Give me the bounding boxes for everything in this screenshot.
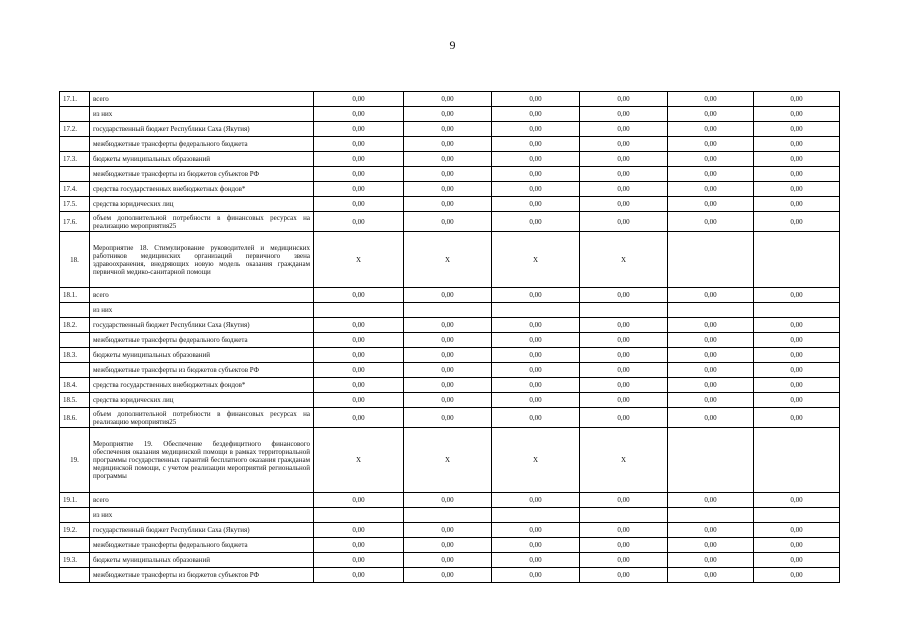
- value-cell: 0,00: [314, 318, 404, 333]
- row-number: 18.2.: [60, 318, 90, 333]
- value-cell: 0,00: [580, 92, 668, 107]
- row-number: [60, 508, 90, 523]
- value-cell: 0,00: [492, 182, 580, 197]
- row-number: 17.4.: [60, 182, 90, 197]
- value-cell: 0,00: [754, 553, 840, 568]
- value-cell: 0,00: [580, 363, 668, 378]
- row-label: из них: [90, 508, 314, 523]
- value-cell: 0,00: [668, 318, 754, 333]
- table-row: [60, 318, 840, 333]
- value-cell: 0,00: [314, 182, 404, 197]
- value-cell: 0,00: [754, 182, 840, 197]
- value-cell: 0,00: [404, 348, 492, 363]
- value-cell: 0,00: [404, 182, 492, 197]
- value-cell: Х: [492, 232, 580, 288]
- value-cell: 0,00: [754, 393, 840, 408]
- value-cell: Х: [404, 428, 492, 493]
- table-row: [60, 393, 840, 408]
- value-cell: 0,00: [580, 523, 668, 538]
- value-cell: 0,00: [668, 288, 754, 303]
- value-cell: Х: [580, 428, 668, 493]
- table-body: [60, 92, 840, 583]
- value-cell: [580, 303, 668, 318]
- value-cell: 0,00: [668, 393, 754, 408]
- row-label: межбюджетные трансферты федерального бюджета: [90, 538, 314, 553]
- row-label: Мероприятие 18. Стимулирование руководителей и медицинских работников медицинских организаций первичного звена здравоохранения, внедряющих новую модель оказания гражданам первичной медико-санитарной помощи: [90, 232, 314, 288]
- row-label: объем дополнительной потребности в финансовых ресурсах на реализацию мероприятия25: [90, 212, 314, 232]
- value-cell: 0,00: [492, 333, 580, 348]
- value-cell: 0,00: [668, 137, 754, 152]
- table-row: [60, 363, 840, 378]
- value-cell: 0,00: [580, 393, 668, 408]
- value-cell: 0,00: [492, 137, 580, 152]
- value-cell: 0,00: [580, 378, 668, 393]
- value-cell: 0,00: [668, 212, 754, 232]
- value-cell: 0,00: [668, 333, 754, 348]
- row-label: из них: [90, 107, 314, 122]
- row-label: средства юридических лиц: [90, 393, 314, 408]
- row-number: [60, 303, 90, 318]
- value-cell: 0,00: [580, 197, 668, 212]
- value-cell: 0,00: [668, 553, 754, 568]
- value-cell: 0,00: [580, 568, 668, 583]
- value-cell: Х: [314, 232, 404, 288]
- value-cell: 0,00: [492, 212, 580, 232]
- value-cell: 0,00: [492, 393, 580, 408]
- table-row: [60, 348, 840, 363]
- row-label: всего: [90, 92, 314, 107]
- value-cell: 0,00: [314, 122, 404, 137]
- value-cell: 0,00: [492, 348, 580, 363]
- table-row: [60, 167, 840, 182]
- value-cell: 0,00: [492, 122, 580, 137]
- value-cell: 0,00: [404, 378, 492, 393]
- page-number: 9: [449, 38, 456, 52]
- value-cell: 0,00: [404, 393, 492, 408]
- value-cell: 0,00: [314, 137, 404, 152]
- value-cell: 0,00: [404, 92, 492, 107]
- value-cell: 0,00: [668, 197, 754, 212]
- value-cell: 0,00: [580, 288, 668, 303]
- row-number: 19.3.: [60, 553, 90, 568]
- row-label: бюджеты муниципальных образований: [90, 553, 314, 568]
- table-row: [60, 92, 840, 107]
- table-row: [60, 378, 840, 393]
- value-cell: 0,00: [492, 408, 580, 428]
- value-cell: [754, 232, 840, 288]
- value-cell: Х: [404, 232, 492, 288]
- table-row: [60, 137, 840, 152]
- value-cell: 0,00: [580, 408, 668, 428]
- row-label: бюджеты муниципальных образований: [90, 348, 314, 363]
- row-label: государственный бюджет Республики Саха (Якутия): [90, 318, 314, 333]
- row-label: межбюджетные трансферты из бюджетов субъектов РФ: [90, 568, 314, 583]
- value-cell: 0,00: [754, 538, 840, 553]
- value-cell: 0,00: [668, 122, 754, 137]
- value-cell: 0,00: [754, 523, 840, 538]
- row-number: 17.5.: [60, 197, 90, 212]
- value-cell: [754, 508, 840, 523]
- table-row: [60, 197, 840, 212]
- value-cell: 0,00: [314, 167, 404, 182]
- value-cell: 0,00: [404, 538, 492, 553]
- value-cell: 0,00: [404, 197, 492, 212]
- value-cell: 0,00: [314, 152, 404, 167]
- value-cell: 0,00: [492, 363, 580, 378]
- value-cell: 0,00: [404, 553, 492, 568]
- value-cell: 0,00: [754, 137, 840, 152]
- value-cell: 0,00: [580, 212, 668, 232]
- value-cell: 0,00: [668, 107, 754, 122]
- value-cell: 0,00: [314, 348, 404, 363]
- row-number: [60, 538, 90, 553]
- value-cell: 0,00: [492, 197, 580, 212]
- value-cell: 0,00: [492, 152, 580, 167]
- value-cell: 0,00: [492, 378, 580, 393]
- value-cell: 0,00: [404, 212, 492, 232]
- row-number: 19.1.: [60, 493, 90, 508]
- value-cell: 0,00: [314, 378, 404, 393]
- value-cell: 0,00: [492, 553, 580, 568]
- value-cell: 0,00: [754, 363, 840, 378]
- row-label: средства государственных внебюджетных фондов*: [90, 378, 314, 393]
- row-number: 18.1.: [60, 288, 90, 303]
- row-number: [60, 363, 90, 378]
- table-row: [60, 523, 840, 538]
- value-cell: 0,00: [754, 92, 840, 107]
- value-cell: 0,00: [754, 568, 840, 583]
- value-cell: 0,00: [754, 212, 840, 232]
- row-label: всего: [90, 288, 314, 303]
- value-cell: 0,00: [492, 107, 580, 122]
- value-cell: 0,00: [314, 197, 404, 212]
- value-cell: 0,00: [314, 92, 404, 107]
- value-cell: 0,00: [754, 107, 840, 122]
- table-row: [60, 182, 840, 197]
- row-label: средства государственных внебюджетных фондов*: [90, 182, 314, 197]
- value-cell: [404, 303, 492, 318]
- row-number: [60, 333, 90, 348]
- value-cell: 0,00: [668, 182, 754, 197]
- value-cell: 0,00: [314, 523, 404, 538]
- table-row: [60, 107, 840, 122]
- row-label: объем дополнительной потребности в финансовых ресурсах на реализацию мероприятия25: [90, 408, 314, 428]
- row-number: [60, 107, 90, 122]
- value-cell: 0,00: [754, 378, 840, 393]
- value-cell: 0,00: [580, 122, 668, 137]
- value-cell: 0,00: [314, 408, 404, 428]
- row-label: межбюджетные трансферты из бюджетов субъектов РФ: [90, 167, 314, 182]
- value-cell: 0,00: [404, 152, 492, 167]
- value-cell: 0,00: [754, 493, 840, 508]
- value-cell: 0,00: [580, 348, 668, 363]
- value-cell: 0,00: [314, 553, 404, 568]
- value-cell: 0,00: [580, 107, 668, 122]
- value-cell: 0,00: [314, 333, 404, 348]
- row-number: 18.4.: [60, 378, 90, 393]
- value-cell: 0,00: [668, 363, 754, 378]
- value-cell: 0,00: [580, 318, 668, 333]
- value-cell: 0,00: [754, 197, 840, 212]
- row-number: [60, 568, 90, 583]
- value-cell: 0,00: [668, 92, 754, 107]
- value-cell: 0,00: [404, 122, 492, 137]
- value-cell: 0,00: [668, 493, 754, 508]
- value-cell: Х: [492, 428, 580, 493]
- budget-table: [59, 91, 840, 583]
- value-cell: 0,00: [492, 523, 580, 538]
- value-cell: [314, 303, 404, 318]
- row-number: 18.5.: [60, 393, 90, 408]
- value-cell: 0,00: [754, 122, 840, 137]
- table-row: [60, 333, 840, 348]
- value-cell: 0,00: [314, 538, 404, 553]
- row-number: [60, 167, 90, 182]
- row-number: 17.3.: [60, 152, 90, 167]
- table-row: [60, 493, 840, 508]
- value-cell: [404, 508, 492, 523]
- value-cell: 0,00: [668, 568, 754, 583]
- row-number: 18.: [60, 232, 90, 288]
- table-row: [60, 122, 840, 137]
- value-cell: 0,00: [754, 348, 840, 363]
- table-row: [60, 303, 840, 318]
- value-cell: [668, 303, 754, 318]
- row-label: государственный бюджет Республики Саха (Якутия): [90, 122, 314, 137]
- value-cell: 0,00: [404, 523, 492, 538]
- value-cell: 0,00: [580, 152, 668, 167]
- value-cell: 0,00: [754, 408, 840, 428]
- value-cell: Х: [580, 232, 668, 288]
- value-cell: [754, 428, 840, 493]
- value-cell: 0,00: [404, 288, 492, 303]
- row-label: государственный бюджет Республики Саха (Якутия): [90, 523, 314, 538]
- value-cell: 0,00: [314, 107, 404, 122]
- value-cell: 0,00: [492, 92, 580, 107]
- value-cell: 0,00: [580, 538, 668, 553]
- row-number: 19.2.: [60, 523, 90, 538]
- value-cell: [668, 232, 754, 288]
- value-cell: [754, 303, 840, 318]
- value-cell: 0,00: [580, 493, 668, 508]
- row-label: всего: [90, 493, 314, 508]
- value-cell: 0,00: [492, 538, 580, 553]
- value-cell: 0,00: [668, 348, 754, 363]
- row-label: бюджеты муниципальных образований: [90, 152, 314, 167]
- value-cell: 0,00: [754, 167, 840, 182]
- value-cell: 0,00: [492, 167, 580, 182]
- row-number: 17.1.: [60, 92, 90, 107]
- value-cell: 0,00: [492, 568, 580, 583]
- value-cell: [668, 508, 754, 523]
- value-cell: 0,00: [580, 553, 668, 568]
- value-cell: 0,00: [668, 538, 754, 553]
- value-cell: 0,00: [404, 107, 492, 122]
- table-row: [60, 538, 840, 553]
- value-cell: 0,00: [580, 167, 668, 182]
- value-cell: 0,00: [668, 408, 754, 428]
- row-number: [60, 137, 90, 152]
- value-cell: 0,00: [404, 137, 492, 152]
- row-number: 19.: [60, 428, 90, 493]
- table-row: [60, 408, 840, 428]
- value-cell: 0,00: [404, 568, 492, 583]
- value-cell: 0,00: [314, 363, 404, 378]
- row-label: Мероприятие 19. Обеспечение бездефицитного финансового обеспечения оказания медицинской помощи в рамках территориальной программы государственных гарантий бесплатного оказания гражданам медицинской помощи, с учетом реализации мероприятий региональной программы: [90, 428, 314, 493]
- row-label: средства юридических лиц: [90, 197, 314, 212]
- value-cell: 0,00: [754, 333, 840, 348]
- row-label: из них: [90, 303, 314, 318]
- value-cell: 0,00: [754, 152, 840, 167]
- row-number: 17.2.: [60, 122, 90, 137]
- value-cell: 0,00: [754, 318, 840, 333]
- value-cell: [492, 303, 580, 318]
- value-cell: 0,00: [492, 493, 580, 508]
- value-cell: Х: [314, 428, 404, 493]
- table-row: [60, 152, 840, 167]
- value-cell: 0,00: [404, 167, 492, 182]
- value-cell: 0,00: [404, 333, 492, 348]
- value-cell: 0,00: [668, 152, 754, 167]
- row-number: 18.6.: [60, 408, 90, 428]
- value-cell: 0,00: [314, 393, 404, 408]
- value-cell: 0,00: [492, 288, 580, 303]
- value-cell: 0,00: [314, 493, 404, 508]
- row-label: межбюджетные трансферты из бюджетов субъектов РФ: [90, 363, 314, 378]
- value-cell: 0,00: [314, 288, 404, 303]
- value-cell: 0,00: [404, 363, 492, 378]
- value-cell: 0,00: [754, 288, 840, 303]
- table-row: [60, 508, 840, 523]
- value-cell: 0,00: [668, 378, 754, 393]
- value-cell: 0,00: [404, 408, 492, 428]
- value-cell: 0,00: [492, 318, 580, 333]
- value-cell: 0,00: [668, 167, 754, 182]
- table-row: [60, 568, 840, 583]
- value-cell: 0,00: [668, 523, 754, 538]
- value-cell: 0,00: [314, 568, 404, 583]
- table-row: [60, 428, 840, 493]
- value-cell: [492, 508, 580, 523]
- table-row: [60, 553, 840, 568]
- value-cell: [580, 508, 668, 523]
- value-cell: 0,00: [314, 212, 404, 232]
- value-cell: 0,00: [580, 333, 668, 348]
- table-row: [60, 232, 840, 288]
- value-cell: [314, 508, 404, 523]
- row-number: 18.3.: [60, 348, 90, 363]
- value-cell: [668, 428, 754, 493]
- value-cell: 0,00: [580, 182, 668, 197]
- value-cell: 0,00: [580, 137, 668, 152]
- table-row: [60, 212, 840, 232]
- row-number: 17.6.: [60, 212, 90, 232]
- value-cell: 0,00: [404, 318, 492, 333]
- row-label: межбюджетные трансферты федерального бюджета: [90, 137, 314, 152]
- table-row: [60, 288, 840, 303]
- row-label: межбюджетные трансферты федерального бюджета: [90, 333, 314, 348]
- value-cell: 0,00: [404, 493, 492, 508]
